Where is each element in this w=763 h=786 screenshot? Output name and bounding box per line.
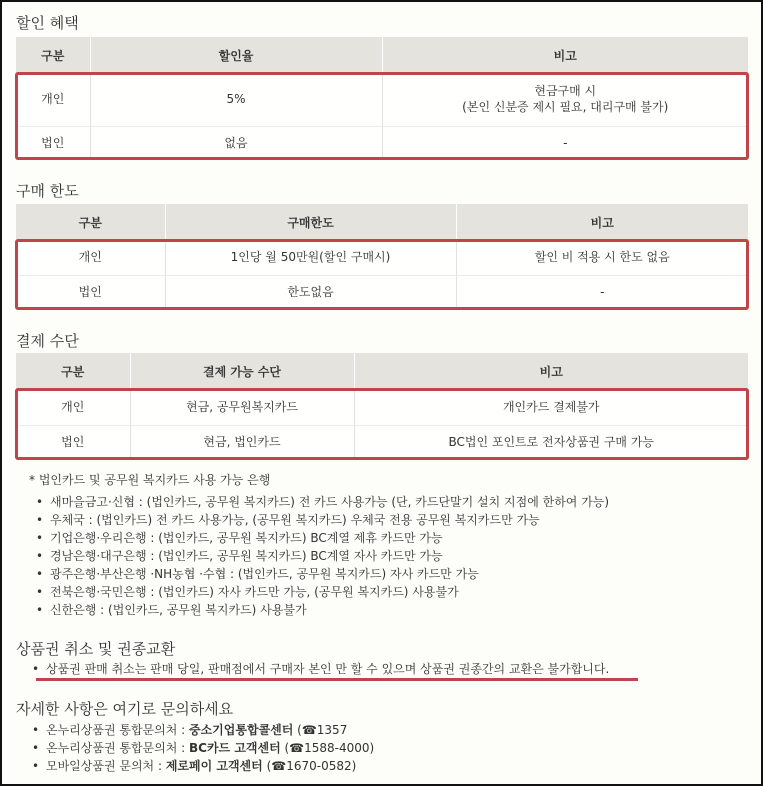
column-header: 비고 (354, 353, 748, 389)
cell-limit: 한도없음 (165, 275, 456, 309)
banks-heading: * 법인카드 및 공무원 복지카드 사용 가능 은행 (29, 473, 271, 487)
table-row (16, 73, 748, 126)
cell-note: BC법인 포인트로 전자상품권 구매 가능 (354, 425, 748, 459)
list-item: • 상품권 판매 취소는 판매 당일, 판매점에서 구매자 본인 만 할 수 있으며 상품권 권종간의 교환은 불가합니다. (32, 660, 609, 678)
highlight-underline (36, 678, 638, 681)
cell-note (382, 73, 748, 126)
list-item: • 경남은행·대구은행 : (법인카드, 공무원 복지카드) BC계열 자사 카드만 가능 (36, 547, 609, 565)
cell-type: 개인 (16, 389, 130, 425)
column-header: 구매한도 (165, 204, 456, 240)
table-row (16, 126, 748, 159)
column-header: 구분 (16, 37, 90, 73)
limit-section-title: 구매 한도 (16, 182, 79, 200)
limit-table (16, 204, 748, 310)
list-item: • 신한은행 : (법인카드, 공무원 복지카드) 사용불가 (36, 601, 609, 619)
table-row (16, 240, 748, 275)
contact-list (32, 721, 374, 775)
cell-type: 법인 (16, 275, 165, 309)
column-header: 할인율 (90, 37, 382, 73)
cell-type: 개인 (16, 73, 90, 126)
contact-item (32, 757, 374, 775)
note-line: (본인 신분증 제시 필요, 대리구매 불가) (462, 100, 669, 115)
cell-rate: 없음 (90, 126, 382, 159)
note-line: 현금구매 시 (534, 84, 597, 99)
table-row (16, 425, 748, 459)
cell-note: 할인 비 적용 시 한도 없음 (456, 240, 748, 275)
table-row (16, 389, 748, 425)
cell-note: - (382, 126, 748, 159)
contact-name: 제로페이 고객센터 (165, 759, 263, 773)
column-header: 비고 (456, 204, 748, 240)
banks-list (36, 493, 609, 619)
contact-item (32, 739, 374, 757)
contact-label: 온누리상품권 통합문의처 : (46, 741, 189, 755)
discount-table (16, 37, 748, 160)
column-header: 비고 (382, 37, 748, 73)
contact-phone: (☎1588-4000) (280, 741, 375, 755)
contact-name: 중소기업통합콜센터 (189, 723, 294, 737)
cell-limit: 1인당 월 50만원(할인 구매시) (165, 240, 456, 275)
cell-note: 개인카드 결제불가 (354, 389, 748, 425)
contact-name: BC카드 고객센터 (189, 741, 281, 755)
contact-label: 모바일상품권 문의처 : (46, 759, 166, 773)
contact-phone: (☎1670-0582) (262, 759, 357, 773)
contact-label: 온누리상품권 통합문의처 : (46, 723, 189, 737)
cell-note: - (456, 275, 748, 309)
cell-type: 개인 (16, 240, 165, 275)
cell-rate: 5% (90, 73, 382, 126)
cancel-list (32, 660, 609, 678)
column-header: 구분 (16, 353, 130, 389)
cancel-section-title: 상품권 취소 및 권종교환 (16, 640, 176, 658)
payment-table (16, 353, 748, 460)
table-header-row (16, 37, 748, 73)
list-item: • 우체국 : (법인카드) 전 카드 사용가능, (공무원 복지카드) 우체국 전용 공무원 복지카드만 가능 (36, 511, 609, 529)
list-item: • 전북은행·국민은행 : (법인카드) 자사 카드만 가능, (공무원 복지카드) 사용불가 (36, 583, 609, 601)
column-header: 결제 가능 수단 (130, 353, 354, 389)
contact-phone: (☎1357 (293, 723, 348, 737)
table-header-row (16, 353, 748, 389)
payment-section-title: 결제 수단 (16, 332, 79, 350)
cell-method: 현금, 공무원복지카드 (130, 389, 354, 425)
contact-section-title: 자세한 사항은 여기로 문의하세요 (16, 700, 234, 718)
discount-section-title: 할인 혜택 (16, 14, 79, 32)
table-header-row (16, 204, 748, 240)
list-item: • 광주은행·부산은행 ·NH농협 ·수협 : (법인카드, 공무원 복지카드) 자사 카드만 가능 (36, 565, 609, 583)
cell-type: 법인 (16, 126, 90, 159)
contact-item (32, 721, 374, 739)
list-item: • 기업은행·우리은행 : (법인카드, 공무원 복지카드) BC계열 제휴 카드만 가능 (36, 529, 609, 547)
column-header: 구분 (16, 204, 165, 240)
cell-type: 법인 (16, 425, 130, 459)
list-item: • 새마을금고·신협 : (법인카드, 공무원 복지카드) 전 카드 사용가능 (단, 카드단말기 설치 지점에 한하여 가능) (36, 493, 609, 511)
cell-method: 현금, 법인카드 (130, 425, 354, 459)
table-row (16, 275, 748, 309)
